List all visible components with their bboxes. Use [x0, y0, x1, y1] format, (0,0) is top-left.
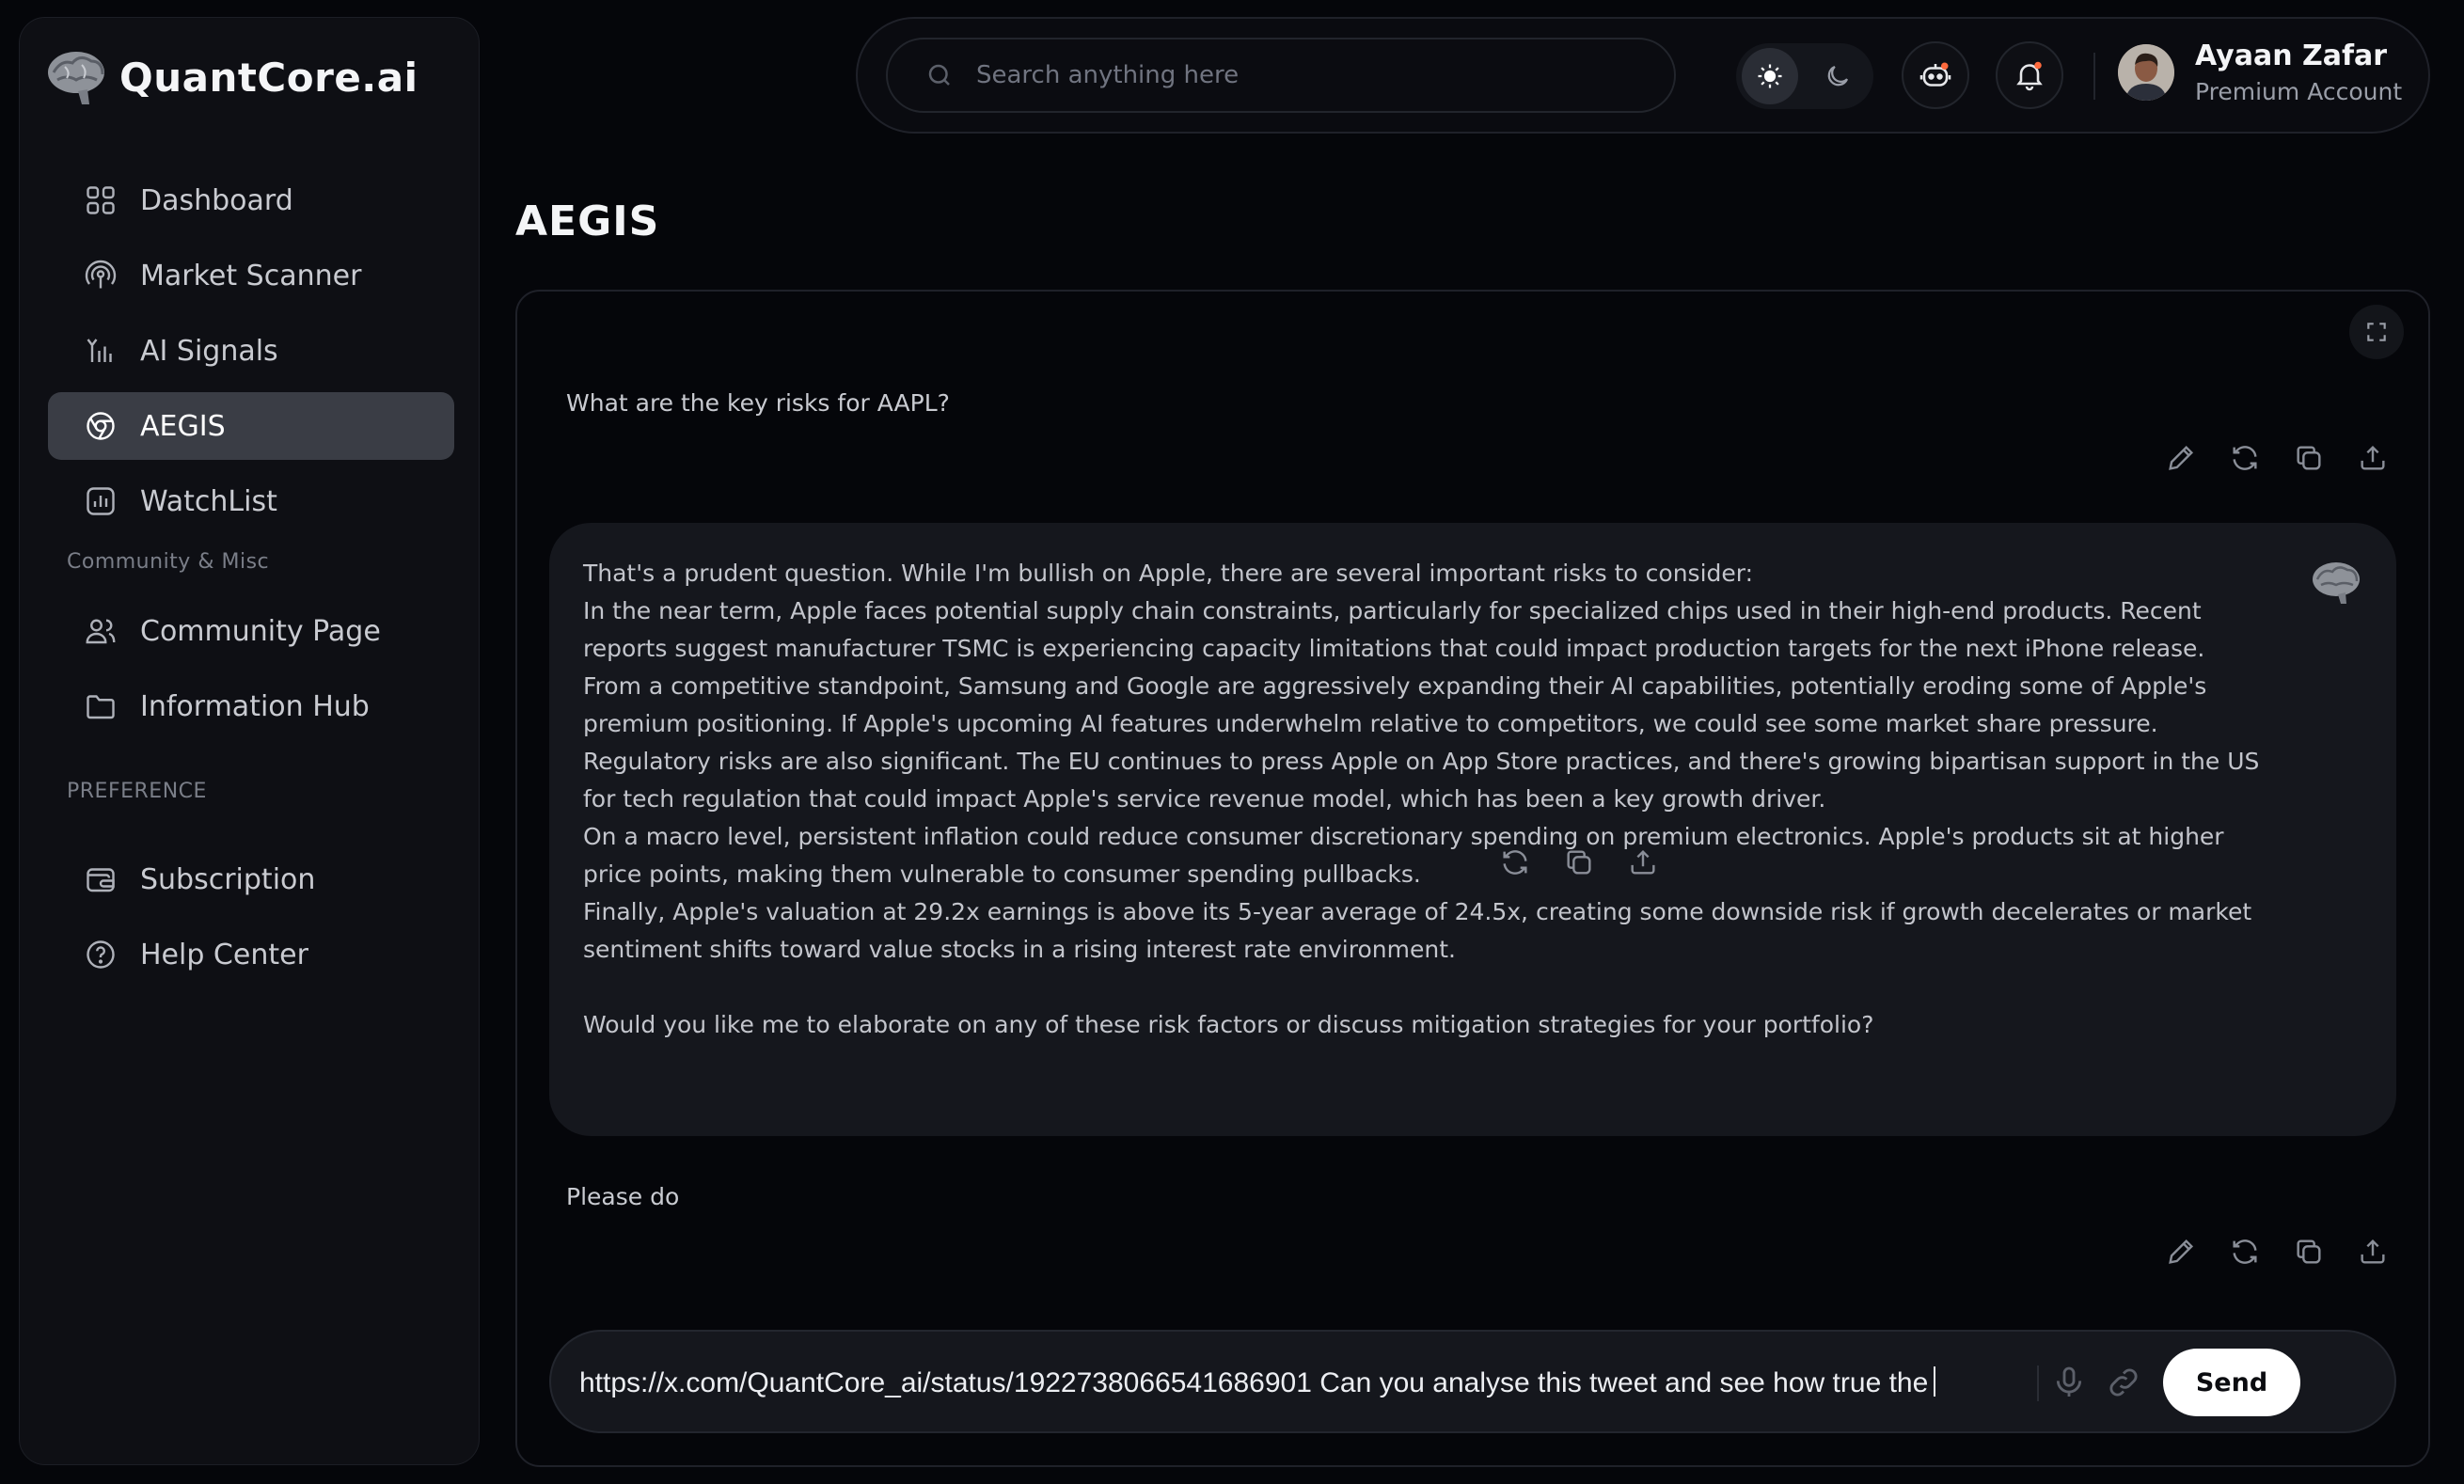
- sidebar-item-ai-signals[interactable]: [48, 317, 454, 385]
- share-button[interactable]: [1627, 846, 1659, 878]
- assistant-paragraph: Regulatory risks are also significant. The EU continues to press Apple on App Store practices, and there's growing bipartisan support in the US for tech regulation that could impact Apple's service revenue model, which has been a key growth driver.: [583, 748, 2260, 813]
- user-info: [2195, 39, 2402, 105]
- page-title: AEGIS: [515, 197, 660, 245]
- radar-icon: [84, 259, 118, 292]
- sidebar-item-market-scanner[interactable]: [48, 242, 454, 309]
- user-message: What are the key risks for AAPL?: [566, 389, 950, 417]
- pencil-icon: [2165, 442, 2197, 474]
- user-message-actions: [2165, 442, 2389, 474]
- dark-mode-button[interactable]: [1809, 48, 1866, 104]
- send-button[interactable]: Send: [2163, 1349, 2300, 1416]
- regenerate-button[interactable]: [2229, 1236, 2261, 1268]
- topbar-divider: [2093, 53, 2095, 100]
- user-message: Please do: [566, 1183, 680, 1210]
- chat-panel: [515, 290, 2430, 1467]
- sidebar-item-watchlist[interactable]: [48, 467, 454, 535]
- copy-icon: [1563, 846, 1595, 878]
- notifications-button[interactable]: [1996, 41, 2063, 109]
- sidebar: [19, 17, 480, 1465]
- assistant-paragraph: In the near term, Apple faces potential supply chain constraints, particularly for specialized chips used in their high-end products. Recent reports suggest manufacturer TSMC is experiencing capacity limitations that could impact production targets for the next iPhone release.: [583, 597, 2205, 662]
- assistant-paragraph: From a competitive standpoint, Samsung and Google are aggressively expanding their AI capabilities, potentially eroding some of Apple's premium positioning. If Apple's upcoming AI features underwhelm relative to competitors, we could see some market share pressure.: [583, 672, 2207, 737]
- brand-name: QuantCore.ai: [119, 54, 419, 101]
- sidebar-item-label: Information Hub: [140, 689, 370, 723]
- folder-icon: [84, 689, 118, 723]
- microphone-icon[interactable]: [2050, 1364, 2088, 1401]
- copy-button[interactable]: [2293, 442, 2325, 474]
- sidebar-item-label: WatchList: [140, 484, 277, 518]
- theme-toggle[interactable]: [1736, 43, 1873, 109]
- refresh-icon: [2229, 1236, 2261, 1268]
- regenerate-button[interactable]: [2229, 442, 2261, 474]
- composer-divider: [2037, 1366, 2039, 1401]
- user-plan: Premium Account: [2195, 78, 2403, 105]
- search-input[interactable]: [976, 61, 1635, 89]
- share-button[interactable]: [2357, 1236, 2389, 1268]
- chart-box-icon: [84, 484, 118, 518]
- assistant-paragraph-spacer: [583, 969, 2276, 1006]
- refresh-icon: [2229, 442, 2261, 474]
- main-nav: [48, 166, 454, 543]
- sidebar-item-community-page[interactable]: [48, 597, 454, 665]
- upload-icon: [2357, 1236, 2389, 1268]
- user-avatar-image: [2118, 44, 2174, 101]
- help-circle-icon: [84, 938, 118, 971]
- text-caret: [1934, 1366, 1935, 1397]
- signal-bars-icon: [84, 334, 118, 368]
- avatar: [2118, 44, 2174, 101]
- brand[interactable]: [44, 46, 419, 108]
- composer-input[interactable]: [579, 1366, 1935, 1399]
- chrome-aperture-icon: [84, 409, 118, 443]
- sidebar-item-label: AEGIS: [140, 409, 226, 443]
- assistant-message-text: [583, 555, 2276, 1044]
- sidebar-item-help-center[interactable]: [48, 921, 454, 988]
- topbar: [856, 17, 2430, 134]
- robot-icon: [1919, 58, 1952, 92]
- assistant-paragraph: Would you like me to elaborate on any of these risk factors or discuss mitigation strategies for your portfolio?: [583, 1011, 1874, 1038]
- sidebar-item-information-hub[interactable]: [48, 672, 454, 740]
- search-icon: [925, 61, 954, 89]
- link-icon[interactable]: [2105, 1364, 2142, 1401]
- copy-icon: [2293, 442, 2325, 474]
- sidebar-item-label: Subscription: [140, 862, 316, 896]
- refresh-icon: [1499, 846, 1531, 878]
- upload-icon: [1627, 846, 1659, 878]
- sidebar-item-subscription[interactable]: [48, 845, 454, 913]
- wallet-icon: [84, 862, 118, 896]
- light-mode-button[interactable]: [1742, 48, 1798, 104]
- message-composer[interactable]: [549, 1330, 2396, 1433]
- brain-avatar-icon: [2310, 559, 2362, 606]
- community-nav: [48, 597, 454, 748]
- assistant-bot-button[interactable]: [1902, 41, 1969, 109]
- section-label-community: Community & Misc: [67, 550, 270, 574]
- preference-nav: [48, 845, 454, 996]
- sidebar-item-label: Community Page: [140, 614, 381, 648]
- sidebar-item-label: AI Signals: [140, 334, 278, 368]
- sidebar-item-label: Market Scanner: [140, 259, 362, 292]
- sidebar-item-label: Help Center: [140, 938, 308, 971]
- user-menu[interactable]: [2118, 39, 2402, 105]
- search-box[interactable]: [886, 38, 1676, 113]
- pencil-icon: [2165, 1236, 2197, 1268]
- assistant-paragraph: On a macro level, persistent inflation could reduce consumer discretionary spending on premium electronics. Apple's products sit at higher price points, making them vulnerable to consumer spending pullbacks.: [583, 823, 2224, 888]
- assistant-message-actions: [1499, 846, 1659, 878]
- sidebar-item-dashboard[interactable]: [48, 166, 454, 234]
- sidebar-item-label: Dashboard: [140, 183, 293, 217]
- share-button[interactable]: [2357, 442, 2389, 474]
- copy-icon: [2293, 1236, 2325, 1268]
- upload-icon: [2357, 442, 2389, 474]
- users-icon: [84, 614, 118, 648]
- assistant-paragraph: That's a prudent question. While I'm bullish on Apple, there are several important risks to consider:: [583, 560, 1754, 587]
- brain-logo-icon: [44, 46, 110, 108]
- composer-value: https://x.com/QuantCore_ai/status/1922738066541686901 Can you analyse this tweet and see how true the: [579, 1367, 1929, 1398]
- assistant-message: [549, 523, 2396, 1136]
- edit-button[interactable]: [2165, 1236, 2197, 1268]
- grid-icon: [84, 183, 118, 217]
- user-message-actions: [2165, 1236, 2389, 1268]
- regenerate-button[interactable]: [1499, 846, 1531, 878]
- sun-icon: [1756, 62, 1784, 90]
- edit-button[interactable]: [2165, 442, 2197, 474]
- copy-button[interactable]: [1563, 846, 1595, 878]
- section-label-preference: PREFERENCE: [67, 780, 207, 803]
- assistant-paragraph: Finally, Apple's valuation at 29.2x earnings is above its 5-year average of 24.5x, creating some downside risk if growth decelerates or market sentiment shifts toward value stocks in a rising interest rate environment.: [583, 898, 2252, 963]
- moon-icon: [1824, 62, 1852, 90]
- sidebar-item-aegis[interactable]: [48, 392, 454, 460]
- expand-icon: [2364, 320, 2389, 344]
- fullscreen-button[interactable]: [2349, 305, 2404, 359]
- bell-icon: [2013, 58, 2046, 92]
- user-name: Ayaan Zafar: [2195, 39, 2388, 72]
- copy-button[interactable]: [2293, 1236, 2325, 1268]
